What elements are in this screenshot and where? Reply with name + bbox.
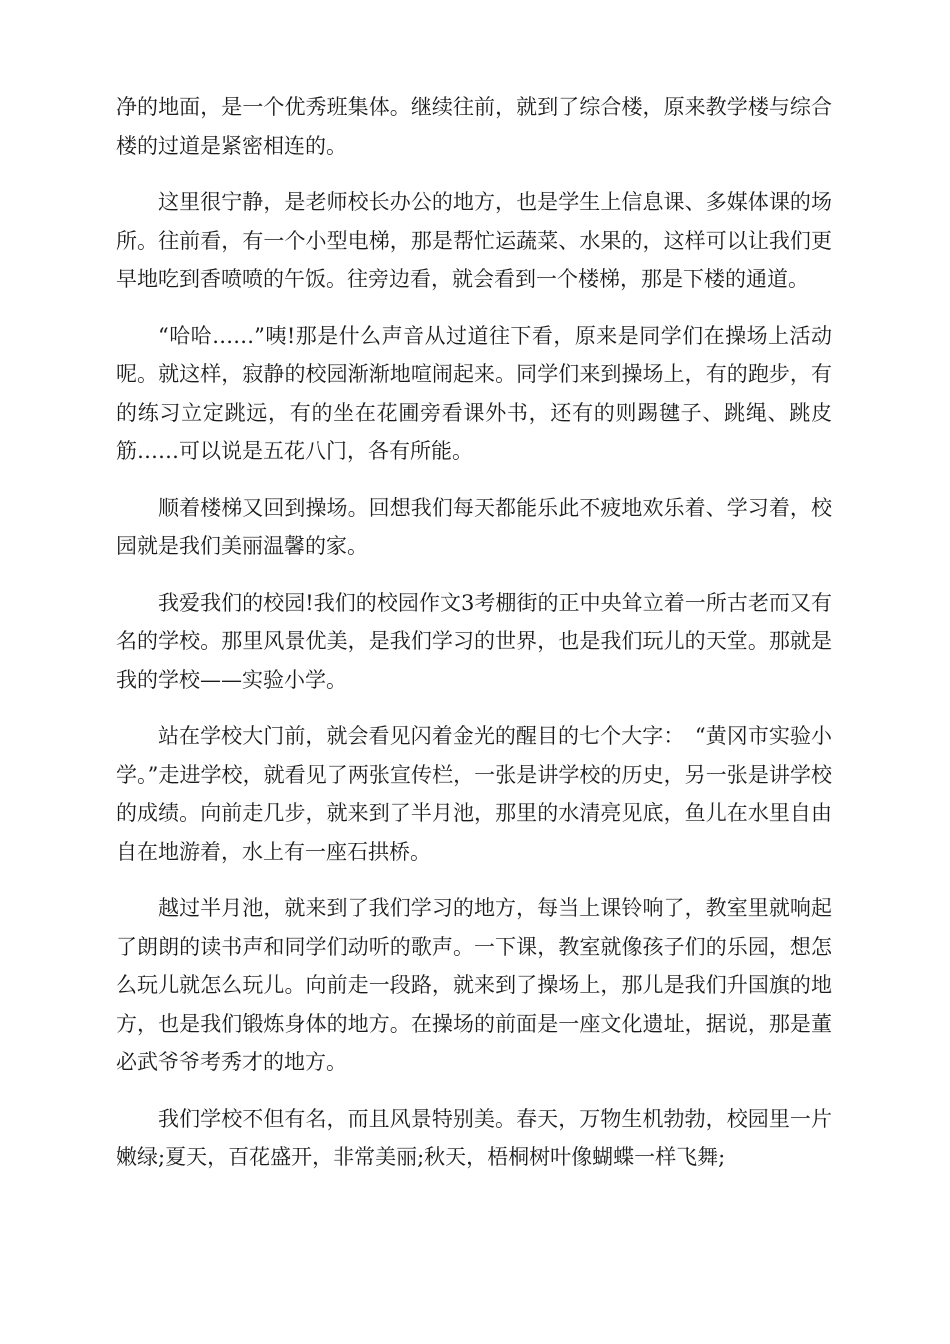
paragraph-6: 站在学校大门前，就会看见闪着金光的醒目的七个大字： “黄冈市实验小学。”走进学校，就看见了两张宣传栏，一张是讲学校的历史，另一张是讲学校的成绩。向前走几步，就来到了半月池，那里的水清亮见底，鱼儿在水里自由自在地游着，水上有一座石拱桥。	[116, 724, 832, 864]
paragraph-3: “哈哈……”咦!那是什么声音从过道往下看，原来是同学们在操场上活动呢。就这样，寂静的校园渐渐地喧闹起来。同学们来到操场上，有的跑步，有的练习立定跳远，有的坐在花圃旁看课外书，还有的则踢毽子、跳绳、跳皮筋……可以说是五花八门，各有所能。	[116, 323, 832, 463]
document-body	[116, 88, 832, 1195]
paragraph-5: 我爱我们的校园!我们的校园作文3考棚街的正中央耸立着一所古老而又有名的学校。那里风景优美，是我们学习的世界，也是我们玩儿的天堂。那就是我的学校——实验小学。	[116, 590, 832, 692]
paragraph-7: 越过半月池，就来到了我们学习的地方，每当上课铃响了，教室里就响起了朗朗的读书声和同学们动听的歌声。一下课，教室就像孩子们的乐园，想怎么玩儿就怎么玩儿。向前走一段路，就来到了操场上，那儿是我们升国旗的地方，也是我们锻炼身体的地方。在操场的前面是一座文化遗址，据说，那是董必武爷爷考秀才的地方。	[116, 896, 832, 1074]
paragraph-8: 我们学校不但有名，而且风景特别美。春天，万物生机勃勃，校园里一片嫩绿;夏天，百花盛开，非常美丽;秋天，梧桐树叶像蝴蝶一样飞舞;	[116, 1106, 832, 1169]
paragraph-4: 顺着楼梯又回到操场。回想我们每天都能乐此不疲地欢乐着、学习着，校园就是我们美丽温馨的家。	[116, 495, 832, 558]
paragraph-2: 这里很宁静，是老师校长办公的地方，也是学生上信息课、多媒体课的场所。往前看，有一个小型电梯，那是帮忙运蔬菜、水果的，这样可以让我们更早地吃到香喷喷的午饭。往旁边看，就会看到一个楼梯，那是下楼的通道。	[116, 190, 832, 291]
paragraph-1: 净的地面，是一个优秀班集体。继续往前，就到了综合楼，原来教学楼与综合楼的过道是紧密相连的。	[116, 95, 832, 158]
